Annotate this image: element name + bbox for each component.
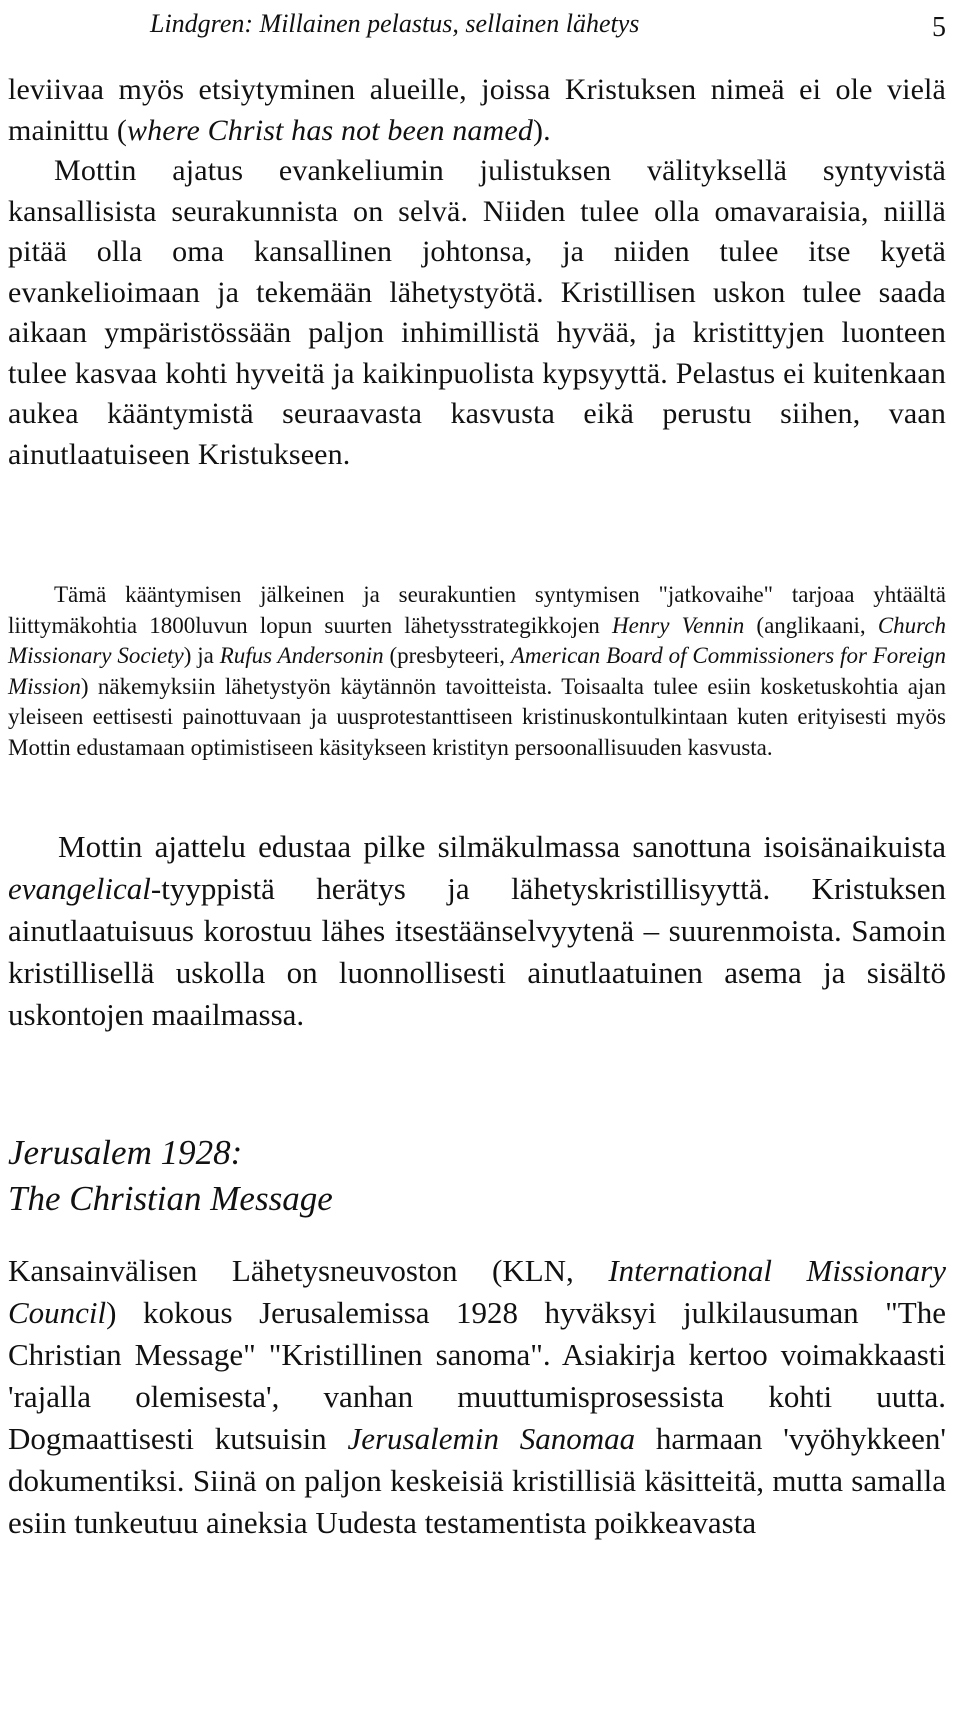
note-text: (anglikaani, bbox=[744, 612, 878, 638]
paragraph-text: Mottin ajattelu edustaa pilke silmäkulmassa sanottuna isoisänaikuista bbox=[58, 829, 946, 864]
italic-name: Rufus Andersonin bbox=[219, 643, 384, 668]
paragraph-mott-thinking bbox=[8, 826, 946, 1036]
note-text: ) ja bbox=[183, 643, 220, 668]
italic-organization: American Board of Commissioners for Foreign Mission bbox=[8, 643, 946, 699]
italic-phrase: where Christ has not been named bbox=[126, 113, 533, 147]
indented-note bbox=[8, 580, 946, 763]
section-heading-line: The Christian Message bbox=[8, 1179, 333, 1218]
note-text: ) näkemyksiin lähetystyön käytännön tavoitteista. Toisaalta tulee esiin kosketuskohtia ajan yleiseen eettisesti painottuvaan ja uusprotestanttiseen kristinuskontulkintaan kuten erityisesti myös Mottin edustamaan optimistiseen käsitykseen kristityn persoonallisuuden kasvusta. bbox=[8, 673, 946, 760]
italic-title: Jerusalemin Sanomaa bbox=[347, 1421, 636, 1456]
page-number: 5 bbox=[932, 12, 946, 43]
paragraph-jerusalem bbox=[8, 1250, 946, 1544]
running-title: Lindgren: Millainen pelastus, sellainen lähetys bbox=[150, 9, 640, 38]
section-heading bbox=[8, 1130, 333, 1222]
paragraph-text: ) kokous Jerusalemissa 1928 hyväksyi julkilausuman "The Christian Message" "Kristillinen sanoma". Asiakirja kertoo voimakkaasti 'rajalla olemisesta', vanhan muuttumisprosessista kohti uutta. Dogmaattisesti kutsuisin bbox=[8, 1295, 946, 1456]
paragraph-text: -tyyppistä herätys ja lähetyskristillisyyttä. Kristuksen ainutlaatuisuus korostuu lähes itsestäänselvyytenä – suurenmoista. Samoin kristillisellä uskolla on luonnollisesti ainutlaatuinen asema ja sisältö uskontojen maailmassa. bbox=[8, 871, 946, 1032]
note-text: (presbyteeri, bbox=[383, 643, 511, 668]
note-text: Tämä kääntymisen jälkeinen ja seurakuntien syntymisen "jatkovaihe" tarjoaa yhtäältä liittymäkohtia 1800luvun lopun suurten lähetysstrategikkojen bbox=[8, 582, 946, 638]
paragraph-mott-churches: Mottin ajatus evankeliumin julistuksen välityksellä syntyvistä kansallisista seurakunnista on selvä. Niiden tulee olla omavaraisia, niillä pitää olla oma kansallinen johtonsa, ja niiden tulee itse kyetä evankelioimaan ja tekemään lähetystyötä. Kristillisen uskon tulee saada aikaan ympäristössään paljon inhimillistä hyvää, ja kristittyjen luonteen tulee kasvaa kohti hyveitä ja kaikinpuolista kypsyyttä. Pelastus ei kuitenkaan aukea kääntymistä seuraavasta kasvusta eikä perustu siihen, vaan ainutlaatuiseen Kristukseen. bbox=[8, 154, 946, 471]
paragraph-text: ). bbox=[533, 113, 551, 147]
section-heading-line: Jerusalem 1928: bbox=[8, 1133, 243, 1172]
italic-name: Henry Vennin bbox=[611, 612, 745, 638]
paragraph-text: Kansainvälisen Lähetysneuvoston (KLN, bbox=[8, 1253, 609, 1288]
running-head bbox=[8, 4, 946, 44]
paragraph-text: harmaan 'vyöhykkeen' dokumentiksi. Siinä on paljon keskeisiä kristillisiä käsitteitä, mutta samalla esiin tunkeutuu aineksia Uudesta testamentista poikkeavasta bbox=[8, 1421, 946, 1540]
italic-term: evangelical bbox=[8, 871, 151, 906]
italic-organization: Church Missionary Society bbox=[8, 612, 946, 668]
paragraph-continued bbox=[8, 70, 946, 151]
paragraph-text: leviivaa myös etsiytyminen alueille, joissa Kristuksen nimeä ei ole vielä mainittu ( bbox=[8, 73, 946, 147]
italic-organization: International Missionary Council bbox=[8, 1253, 946, 1330]
